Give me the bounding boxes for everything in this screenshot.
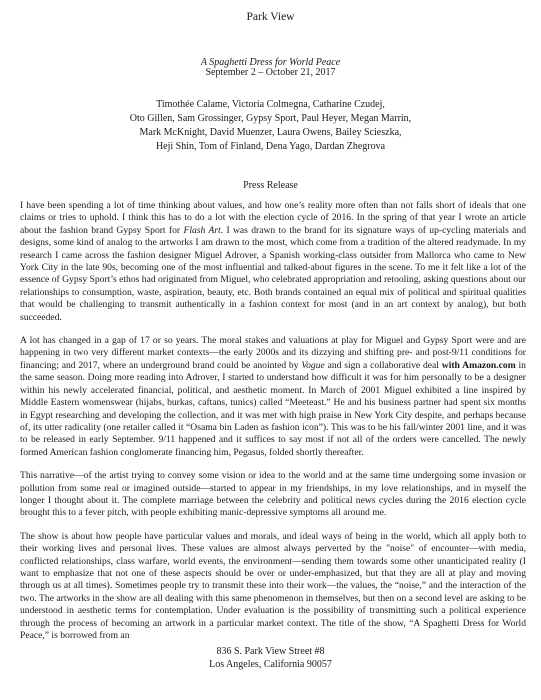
- press-release-body: [20, 200, 526, 641]
- body-paragraph: [20, 200, 526, 324]
- text-run: I have been spending a lot of time thinking about values, and how one’s reality more often than not falls short of ideals that one claims or tries to uphold. I think this has to do a lot with the election cycle of 2016. In the spring of that year I wrote an article about the fashion brand Gypsy Sport for: [20, 200, 526, 236]
- body-paragraph: [20, 470, 526, 520]
- show-dates: September 2 – October 21, 2017: [205, 67, 336, 78]
- artist-line: Heji Shin, Tom of Finland, Dena Yago, Dardan Zhegrova: [155, 141, 386, 152]
- text-run: and sign a collaborative deal: [324, 359, 442, 371]
- address-footer: [0, 645, 541, 671]
- text-run: in the same season. Doing more reading into Adrover, I started to understand how difficult it was for him personally to be a designer within his newly accelerated financial, political, and aesthetic moment. In March of 2001 Miguel exhibited a line inspired by Middle Eastern womenswear (hijabs, burkas, caftans, tunics) called “Meeteast.” He and his business partner had spent six months in Egypt researching and developing the collection, and it was met with high praise in New York City despite, and perhaps because of, its utter radicality (one retailer called it “Osama bin Laden as fashion icon”). This was to be his fall/winter 2001 line, and it was to be released in early September. 9/11 happened and it suffices to say most if not all of the orders were cancelled. The newly formed American fashion conglomerate financing him, Pegasus, folded shortly thereafter.: [20, 359, 526, 458]
- body-paragraph: [20, 531, 526, 643]
- address-street: 836 S. Park View Street #8: [216, 646, 325, 657]
- text-run: Vogue: [301, 359, 325, 371]
- text-run: . I was drawn to the brand for its signature ways of up-cycling materials and designs, some kind of analog to the artworks I am drawn to the most, which come from a tradition of the altered readymade. In my research I came across the fashion designer Miguel Adrover, a Spanish working-class outsider from Mallorca who came to New York City in the late 90s, becoming one of the most influential and talked-about figures in the scene. To me it felt like a lot of the essence of Gypsy Sport’s ethos had originated from Miguel, who celebrated appropriation and retooling, asking questions about our relationships to consumption, waste, aspiration, beauty, etc. Both brands contained an equal mix of political and spiritual qualities that would be challenging to transmit authentically in a fashion context for most (and in an art context by analog), but both succeeded.: [20, 224, 526, 323]
- artist-line: Oto Gillen, Sam Grossinger, Gypsy Sport, Paul Heyer, Megan Marrin,: [129, 113, 412, 124]
- artist-line: Mark McKnight, David Muenzer, Laura Owens, Bailey Scieszka,: [139, 127, 402, 138]
- artist-list: [0, 98, 541, 154]
- address-city: Los Angeles, California 90057: [209, 659, 332, 670]
- text-run: Flash Art: [183, 224, 221, 236]
- press-release-heading: Press Release: [243, 180, 298, 191]
- show-title: A Spaghetti Dress for World Peace: [200, 57, 341, 68]
- text-run: The show is about how people have particular values and morals, and ideal ways of being in the world, which all apply both to their working lives and personal lives. These values are almost always perverted by the "noise" of encounter—with media, conflicted relationships, class warfare, world events, the environment—sending them towards some other unanticipated reality (I want to emphasize that not one of these aspects should be over or under-emphasized, but that they are all at play and moving through us at all times). Sometimes people try to transmit these into their work—the values, the “noise,” and the interaction of the two. The artworks in the show are all dealing with this same phenomenon in themselves, but then on a second level are asking to be understood in aesthetic terms for contemplation. Under evaluation is the possibility of transmitting such a political experience through the process of becoming an artwork in a particular market context. The title of the show, “A Spaghetti Dress for World Peace,” is borrowed from an: [20, 530, 526, 641]
- body-paragraph: [20, 335, 526, 459]
- text-run: with Amazon.com: [441, 359, 516, 371]
- text-run: This narrative—of the artist trying to convey some vision or idea to the world and at the same time undergoing some invasion or pollution from some real or imagined outside—started to appear in my friendships, in my love relationships, and in myself the longer I thought about it. The complete marriage between the celebrity and political news cycles during the 2016 election cycle brought this to a fever pitch, with people exhibiting manic-depressive symptoms all around me.: [20, 470, 526, 519]
- artist-line: Timothée Calame, Victoria Colmegna, Catharine Czudej,: [156, 99, 385, 110]
- gallery-name: Park View: [246, 11, 295, 23]
- text-run: A lot has changed in a gap of 17 or so years. The moral stakes and valuations at play for Miguel and Gypsy Sport were and are happening in two very different market contexts—the early 2000s and its dizzying and shifting pre- and post-9/11 conditions for financing; and 2017, where an underground brand could be anointed by: [20, 335, 526, 371]
